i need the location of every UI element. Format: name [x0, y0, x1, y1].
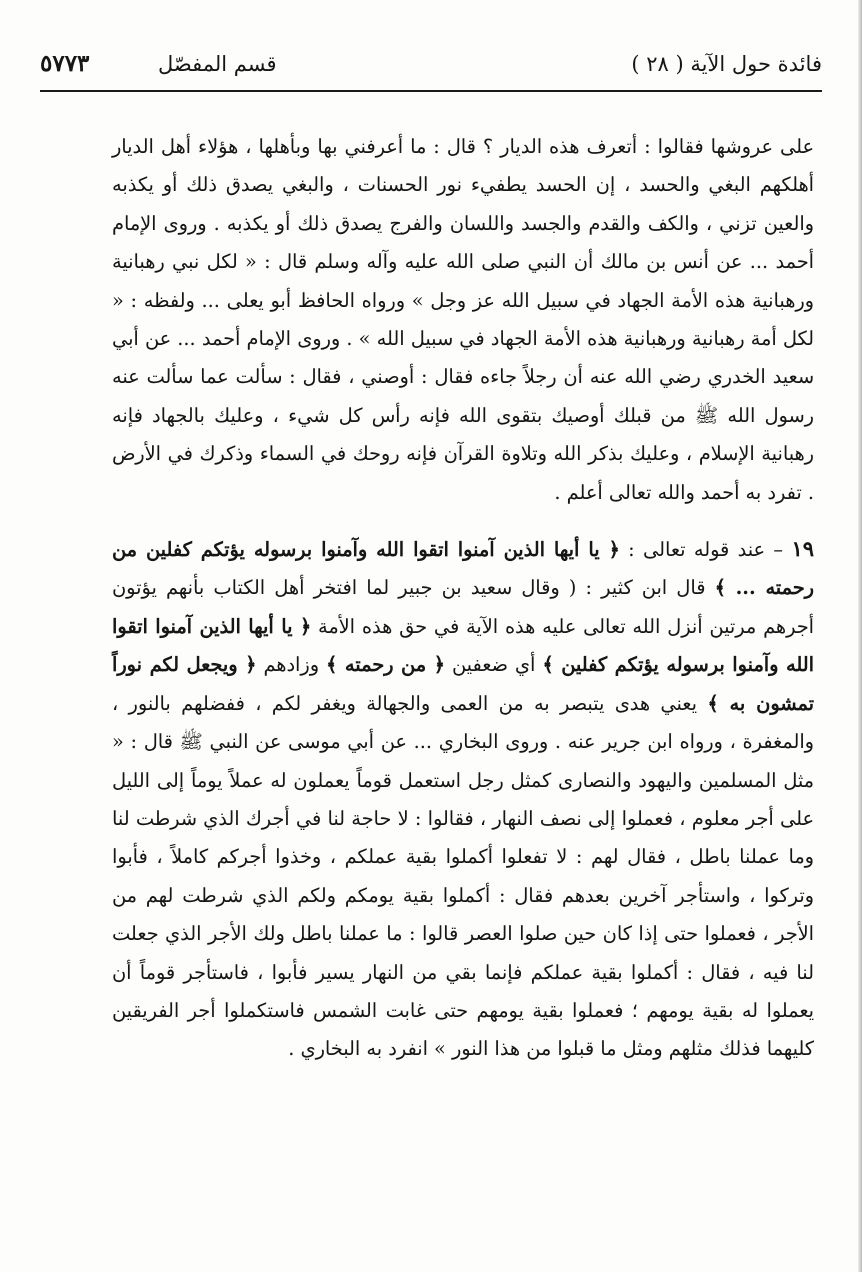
paragraph-2	[112, 530, 814, 1069]
section-name: قسم المفصّل	[158, 52, 277, 76]
paragraph-1	[112, 128, 814, 512]
quran-verse: ﴿ من رحمته ﴾	[326, 653, 445, 677]
text-segment: – عند قوله تعالى :	[619, 538, 792, 562]
text-segment: على عروشها فقالوا : أتعرف هذه الديار ؟ قال : ما أعرفني بها وبأهلها ، هؤلاء أهل الديار أهلكهم البغي والحسد ، إن الحسد يطفيء نور الحسنات ، والبغي يصدق ذلك أو يكذبه والعين تزني ، والكف والقدم والجسد واللسان والفرج يصدق ذلك أو يكذبه . وروى الإمام أحمد ... عن أنس بن مالك أن النبي صلى الله عليه وآله وسلم قال : « لكل نبي رهبانية ورهبانية هذه الأمة الجهاد في سبيل الله عز وجل » ورواه الحافظ أبو يعلى ... ولفظه : « لكل أمة رهبانية ورهبانية هذه الأمة الجهاد في سبيل الله » . وروى الإمام أحمد ... عن أبي سعيد الخدري رضي الله عنه أن رجلاً جاءه فقال : أوصني ، فقال : سألت عما سألت عنه رسول الله ﷺ من قبلك أوصيك بتقوى الله فإنه رأس كل شيء ، وعليك بالجهاد فإنه رهبانية الإسلام ، وعليك بذكر الله وتلاوة القرآن فإنه روحك في السماء وذكرك في الأرض . تفرد به أحمد والله تعالى أعلم .	[112, 135, 814, 504]
text-segment: قال ابن كثير : ( وقال سعيد بن جبير لما افتخر أهل الكتاب بأنهم يؤتون أجرهم مرتين أنزل الله تعالى عليه هذه الآية في حق هذه الأمة	[112, 576, 814, 638]
page-number: ٥٧٧٣	[40, 50, 90, 77]
running-title: فائدة حول الآية ( ٢٨ )	[631, 52, 822, 76]
item-number: ١٩	[791, 536, 814, 562]
quran-verse: ﴿ يا أيها الذين آمنوا اتقوا الله وآمنوا برسوله يؤتكم كفلين ﴾	[112, 614, 814, 677]
page-header	[40, 48, 822, 94]
text-segment: أي ضعفين	[444, 653, 543, 677]
quran-verse: ﴿ يا أيها الذين آمنوا اتقوا الله وآمنوا برسوله يؤتكم كفلين من رحمته ... ﴾	[112, 538, 814, 600]
text-segment: وزادهم	[256, 653, 327, 677]
header-rule	[40, 90, 822, 92]
text-segment: يعني هدى يتبصر به من العمى والجهالة ويغفر لكم ، ففضلهم بالنور ، والمغفرة ، ورواه ابن جرير عنه . وروى البخاري ... عن أبي موسى عن النبي ﷺ قال : « مثل المسلمين واليهود والنصارى كمثل رجل استعمل قوماً يعملون له عملاً يوماً إلى الليل على أجر معلوم ، فعملوا إلى نصف النهار ، فقالوا : لا حاجة لنا في أجرك الذي شرطت لنا وما عملنا باطل ، فقال لهم : لا تفعلوا أكملوا بقية عملكم ، وخذوا أجركم كاملاً ، فأبوا وتركوا ، واستأجر آخرين بعدهم فقال : أكملوا بقية يومكم ولكم الذي شرطت لهم من الأجر ، فعملوا حتى إذا كان حين صلوا العصر قالوا : ما عملنا باطل ولك الأجر الذي جعلت لنا فيه ، فقال : أكملوا بقية عملكم فإنما بقي من النهار يسير فأبوا ، فاستأجر قوماً أن يعملوا له بقية يومهم ؛ فعملوا بقية يومهم حتى غابت الشمس فاستكملوا أجر الفريقين كليهما فذلك مثلهم ومثل ما قبلوا من هذا النور » انفرد به البخاري .	[112, 691, 814, 1061]
quran-verse: ﴿ ويجعل لكم نوراً تمشون به ﴾	[112, 653, 814, 715]
body-text	[112, 128, 814, 1069]
page-scan-edge	[858, 0, 862, 1272]
